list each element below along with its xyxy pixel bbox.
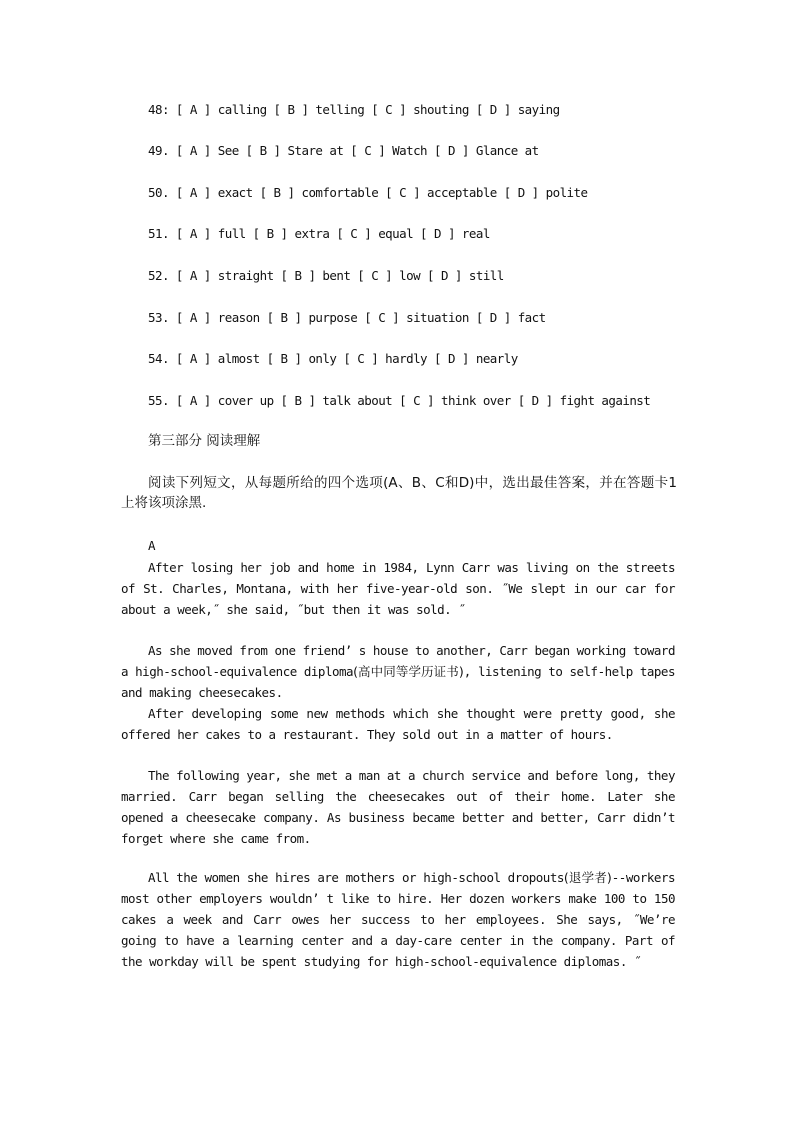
question-55-options: 55. [ A ] cover up [ B ] talk about [ C ] think over [ D ] fight against xyxy=(148,393,651,408)
paragraph-5-gloss: (退学者) xyxy=(563,870,612,885)
question-49-options: 49. [ A ] See [ B ] Stare at [ C ] Watch [ D ] Glance at xyxy=(148,143,539,158)
passage-paragraph-5 xyxy=(121,867,675,972)
question-50-options: 50. [ A ] exact [ B ] comfortable [ C ] acceptable [ D ] polite xyxy=(148,185,588,200)
passage-paragraph-1: After losing her job and home in 1984, Lynn Carr was living on the streets of St. Charles, Montana, with her five-year-old son. ˝We slept in our car for about a week,˝ she said, ˝but then it was sold. ˝ xyxy=(121,560,675,617)
passage-paragraph-3: After developing some new methods which she thought were pretty good, she offered her cakes to a restaurant. They sold out in a matter of hours. xyxy=(121,706,675,742)
question-51-options: 51. [ A ] full [ B ] extra [ C ] equal [ D ] real xyxy=(148,226,490,241)
paragraph-5-text-b: --workers most other employers wouldn’ t like to hire. Her dozen workers make 100 to 150 cakes a week and Carr owes her success to her employees. She says, ˝We’re going to have a learning center and a day-care center in the company. Part of the workday will be spent studying for high-school-equivalence diplomas. ˝ xyxy=(121,870,675,969)
passage-paragraph-4: The following year, she met a man at a church service and before long, they married. Carr began selling the cheesecakes out of their home. Later she opened a cheesecake company. As business became better and better, Carr didn’t forget where she came from. xyxy=(121,768,675,846)
question-54-options: 54. [ A ] almost [ B ] only [ C ] hardly [ D ] nearly xyxy=(148,351,518,366)
question-53-options: 53. [ A ] reason [ B ] purpose [ C ] situation [ D ] fact xyxy=(148,310,546,325)
passage-label: A xyxy=(148,538,156,553)
question-52-options: 52. [ A ] straight [ B ] bent [ C ] low [ D ] still xyxy=(148,268,504,283)
passage-paragraph-2 xyxy=(121,640,675,703)
paragraph-5-text-a: All the women she hires are mothers or high-school dropouts xyxy=(148,870,564,885)
paragraph-2-text-b: , listening to self-help tapes and making cheesecakes. xyxy=(121,664,675,700)
paragraph-2-text-a: As she moved from one friend’ s house to another, Carr began working toward a high-school-equivalence diploma xyxy=(121,643,675,679)
section-title: 第三部分 阅读理解 xyxy=(148,433,261,449)
paragraph-2-gloss: (高中同等学历证书) xyxy=(353,664,464,679)
section-instructions: 阅读下列短文，从每题所给的四个选项(A、B、C和D)中，选出最佳答案，并在答题卡1上将该项涂黑. xyxy=(121,475,677,511)
question-48-options: 48: [ A ] calling [ B ] telling [ C ] shouting [ D ] saying xyxy=(148,102,560,117)
